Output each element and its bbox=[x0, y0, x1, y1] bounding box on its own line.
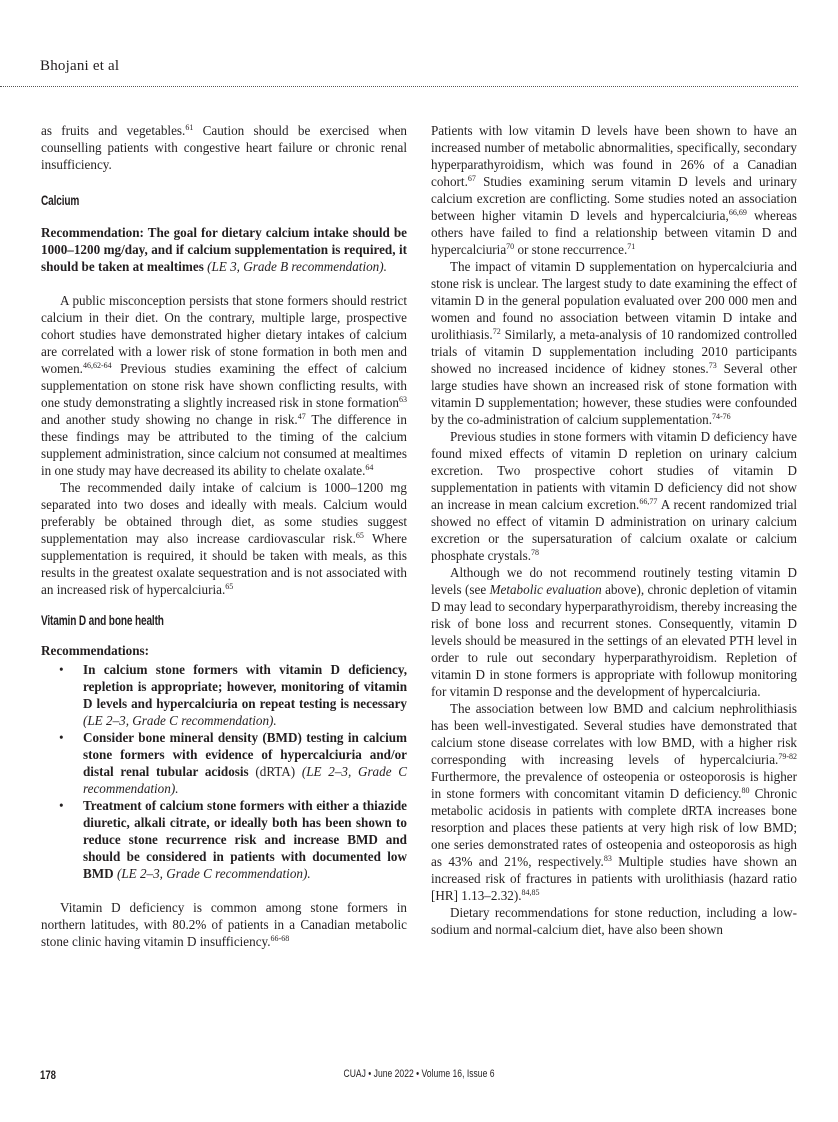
paragraph: The impact of vitamin D supplementation on hypercalciuria and stone risk is unclear. The largest study to date examining the effect of vitamin D in the general population evaluated over 200 000 men and women and found no association between vitamin D intake and urolithiasis.$^{72}$ Similarly, a meta-analysis of 10 randomized controlled trials of vitamin D supplementation including 2010 participants showed no increased incidence of kidney stones.$^{73}$ Several other large studies have shown an increased risk of stone formation with vitamin D supplementation; however, these studies were confounded by the co-administration of calcium supplementation.$^{74-76}$ bbox=[431, 259, 797, 427]
paragraph: Although we do not recommend routinely testing vitamin D levels (see Metabolic evaluation above), chronic depletion of vitamin D may lead to secondary hyperparathyroidism, thereby increasing the risk of bone loss and recurrent stones. Consequently, vitamin D levels should be measured in the settings of an elevated PTH level in order to rule out secondary hyperparathyroidism. Repletion of vitamin D in stone formers is appropriate with followup monitoring for vitamin D response and the development of hypercalciuria. bbox=[431, 565, 797, 699]
list-item: • Treatment of calcium stone formers with either a thiazide diuretic, alkali citrate, or ideally both has been shown to reduce stone recurrence risk and increase BMD and should be considered in patients with documented low BMD (LE 2–3, Grade C recommendation). bbox=[59, 798, 407, 881]
paragraph: Dietary recommendations for stone reduction, including a low-sodium and normal-calcium diet, have also been shown bbox=[431, 905, 797, 937]
recommendations-list bbox=[41, 661, 407, 882]
calcium-recommendation: Recommendation: The goal for dietary calcium intake should be 1000–1200 mg/day, and if calcium supplementation is required, it should be taken at mealtimes (LE 3, Grade B recommendation). bbox=[41, 225, 407, 274]
paragraph: Patients with low vitamin D levels have been shown to have an increased number of metabolic abnormalities, specifically, secondary hyperparathyroidism, which was found in 26% of a Canadian cohort.$^{67}$ Studies examining serum vitamin D levels and urinary calcium excretion are conflicting. Some studies noted an association between higher vitamin D levels and hypercalciuria,$^{66,69}$ whereas others have failed to find a relationship between vitamin D and hypercalciuria$^{70}$ or stone reccurrence.$^{71}$ bbox=[431, 123, 797, 257]
running-head: Bhojani et al bbox=[40, 58, 120, 74]
recommendations-label: Recommendations: bbox=[41, 643, 150, 658]
journal-footer: CUAJ • June 2022 • Volume 16, Issue 6 bbox=[343, 1068, 495, 1080]
paragraph: A public misconception persists that stone formers should restrict calcium in their diet. On the contrary, multiple large, prospective cohort studies have demonstrated higher dietary intakes of calcium are correlated with a lower risk of stone formation in both men and women.$^{46,62-64}$ Previous studies examining the effect of calcium supplementation on stone risk have shown conflicting results, with one study demonstrating a slightly increased risk in stone formation$^{63}$ and another study showing no change in risk.$^{47}$ The difference in these findings may be attributed to the timing of the calcium supplement administration, since calcium not consumed at mealtimes in one study may have decreased its ability to chelate oxalate.$^{64}$ bbox=[41, 293, 407, 478]
section-heading-calcium: Calcium bbox=[41, 192, 80, 208]
list-item: • Consider bone mineral density (BMD) testing in calcium stone formers with evidence of hypercalciuria and/or distal renal tubular acidosis (dRTA) (LE 2–3, Grade C recommendation). bbox=[59, 730, 407, 796]
page-number: 178 bbox=[40, 1068, 57, 1082]
paragraph: Previous studies in stone formers with vitamin D deficiency have found mixed effects of vitamin D repletion on urinary calcium excretion. Two prospective cohort studies of vitamin D supplementation in patients with vitamin D deficiency did not show an increase in mean calcium excretion.$^{66,77}$ A recent randomized trial showed no effect of vitamin D administration on urinary calcium excretion or the supersaturation of calcium oxalate or calcium phosphate crystals.$^{78}$ bbox=[431, 429, 797, 563]
list-item: • In calcium stone formers with vitamin D deficiency, repletion is appropriate; however, monitoring of vitamin D levels and hypercalciuria on repeat testing is necessary (LE 2–3, Grade C recommendation). bbox=[59, 662, 407, 728]
section-heading-vitamin-d: Vitamin D and bone health bbox=[41, 612, 164, 628]
right-column bbox=[431, 122, 797, 938]
paragraph: Vitamin D deficiency is common among stone formers in northern latitudes, with 80.2% of patients in a Canadian metabolic stone clinic having vitamin D insufficiency.$^{66-68}$ bbox=[41, 900, 407, 949]
left-column bbox=[41, 122, 407, 950]
paragraph: The association between low BMD and calcium nephrolithiasis has been well-investigated. Several studies have demonstrated that calcium stone disease correlates with low BMD, with a higher risk corresponding with increasing levels of hypercalciuria.$^{79-82}$ Furthermore, the prevalence of osteopenia or osteoporosis is higher in stone formers with concomitant vitamin D deficiency.$^{80}$ Chronic metabolic acidosis in patients with complete dRTA increases bone resorption and places these patients at very high risk of low BMD; one series demonstrated rates of osteopenia and osteoporosis as high as 43% and 21%, respectively.$^{83}$ Multiple studies have shown an increased risk of fractures in patients with urolithiasis (hazard ratio [HR] 1.13–2.32).$^{84,85}$ bbox=[431, 701, 798, 903]
paragraph: as fruits and vegetables.$^{61}$ Caution should be exercised when counselling patients with congestive heart failure or chronic renal insufficiency. bbox=[41, 123, 407, 172]
header-divider bbox=[0, 86, 798, 87]
paragraph: The recommended daily intake of calcium is 1000–1200 mg separated into two doses and ideally with meals. Calcium would preferably be obtained through diet, as some studies suggest supplementation may also increase cardiovascular risk.$^{65}$ Where supplementation is required, it should be taken with meals, as this results in the greatest oxalate sequestration and is not associated with an increased risk of hypercalciuria.$^{65}$ bbox=[41, 480, 408, 597]
